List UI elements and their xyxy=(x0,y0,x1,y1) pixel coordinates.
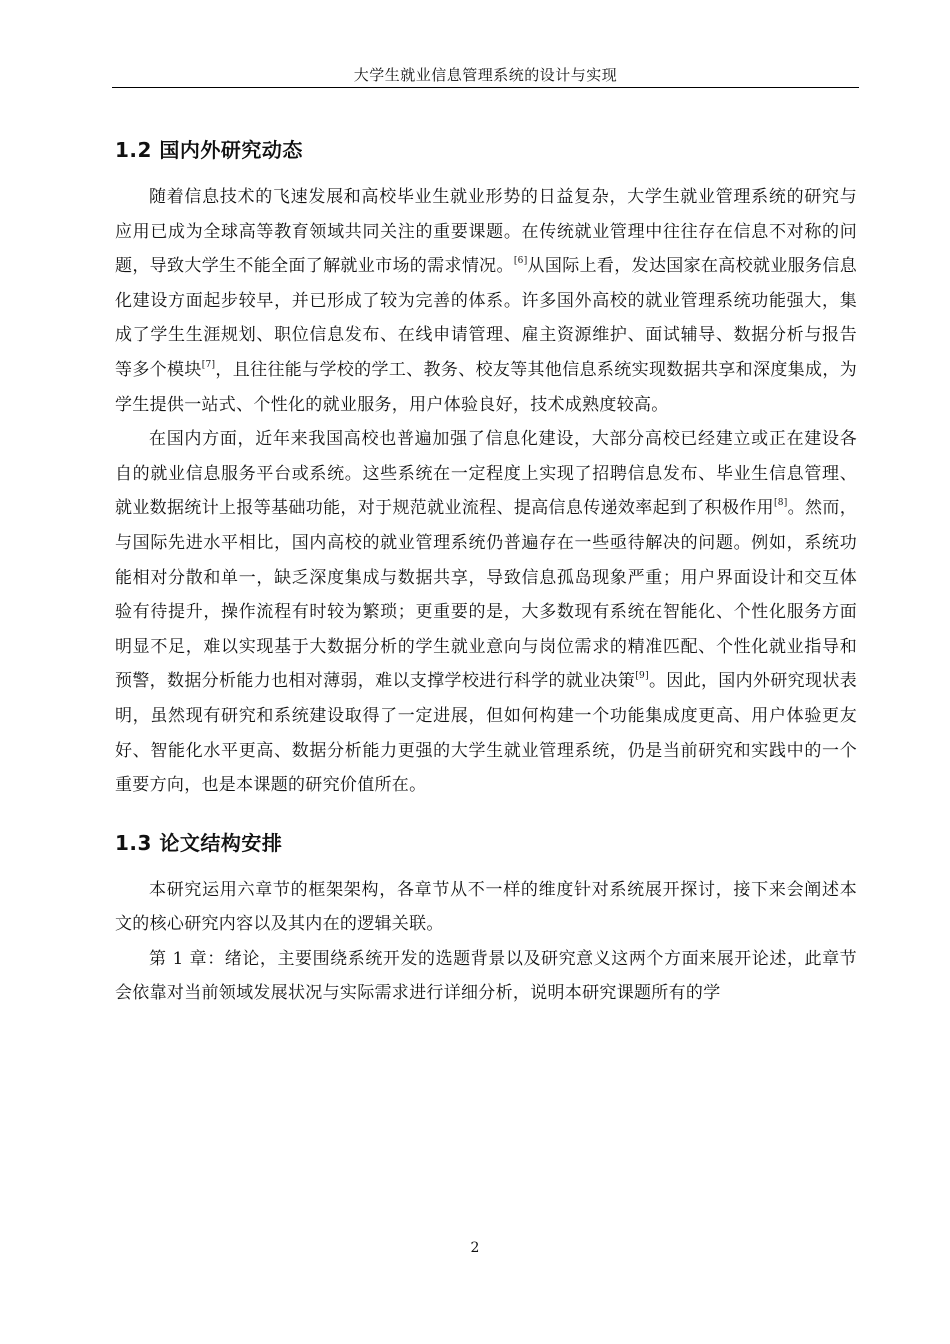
paragraph-chapter-1: 第 1 章：绪论，主要围绕系统开发的选题背景以及研究意义这两个方面来展开论述，此章节会依靠对当前领域发展状况与实际需求进行详细分析，说明本研究课题所有的学 xyxy=(115,948,857,1004)
paragraph-text: 。然而，与国际先进水平相比，国内高校的就业管理系统仍普遍存在一些亟待解决的问题。例如，系统功能相对分散和单一，缺乏深度集成与数据共享，导致信息孤岛现象严重；用户界面设计和交互体验有待提升，操作流程有时较为繁琐；更重要的是，大多数现有系统在智能化、个性化服务方面明显不足，难以实现基于大数据分析的学生就业意向与岗位需求的精准匹配、个性化就业指导和预警，数据分析能力也相对薄弱，难以支撑学校进行科学的就业决策 xyxy=(115,498,857,692)
paragraph-text: ，且往往能与学校的学工、教务、校友等其他信息系统实现数据共享和深度集成，为学生提供一站式、个性化的就业服务，用户体验良好，技术成熟度较高。 xyxy=(115,359,858,415)
paragraph-domestic-research xyxy=(115,422,857,803)
section-heading-1-2: 1.2 国内外研究动态 xyxy=(115,138,303,162)
paragraph-text: 随着信息技术的飞速发展和高校毕业生就业形势的日益复杂，大学生就业管理系统的研究与应用已成为全球高等教育领域共同关注的重要课题。在传统就业管理中往往存在信息不对称的问题，导致大学生不能全面了解就业市场的需求情况。 xyxy=(115,187,857,277)
page-body xyxy=(115,120,857,1011)
paragraph-text: 。因此，国内外研究现状表明，虽然现有研究和系统建设取得了一定进展，但如何构建一个功能集成度更高、用户体验更友好、智能化水平更高、数据分析能力更强的大学生就业管理系统，仍是当前研究和实践中的一个重要方向，也是本课题的研究价值所在。 xyxy=(115,671,858,796)
citation-ref-7: [7] xyxy=(201,359,216,370)
citation-ref-6: [6] xyxy=(513,256,528,267)
running-header-title: 大学生就业信息管理系统的设计与实现 xyxy=(353,66,618,84)
paragraph-text: 在国内方面，近年来我国高校也普遍加强了信息化建设，大部分高校已经建立或正在建设各自的就业信息服务平台或系统。这些系统在一定程度上实现了招聘信息发布、毕业生信息管理、就业数据统计上报等基础功能，对于规范就业流程、提高信息传递效率起到了积极作用 xyxy=(115,429,857,519)
paragraph-international-research xyxy=(115,180,857,422)
paragraph-text: 从国际上看，发达国家在高校就业服务信息化建设方面起步较早，并已形成了较为完善的体系。许多国外高校的就业管理系统功能强大，集成了学生生涯规划、职位信息发布、在线申请管理、雇主资源维护、面试辅导、数据分析与报告等多个模块 xyxy=(115,256,857,380)
page-number: 2 xyxy=(470,1240,480,1256)
header-divider xyxy=(112,87,859,88)
paragraph-structure-intro: 本研究运用六章节的框架架构，各章节从不一样的维度针对系统展开探讨，接下来会阐述本文的核心研究内容以及其内在的逻辑关联。 xyxy=(115,879,857,935)
citation-ref-8: [8] xyxy=(773,498,788,509)
section-heading-1-3: 1.3 论文结构安排 xyxy=(115,830,283,855)
citation-ref-9: [9] xyxy=(635,671,649,682)
